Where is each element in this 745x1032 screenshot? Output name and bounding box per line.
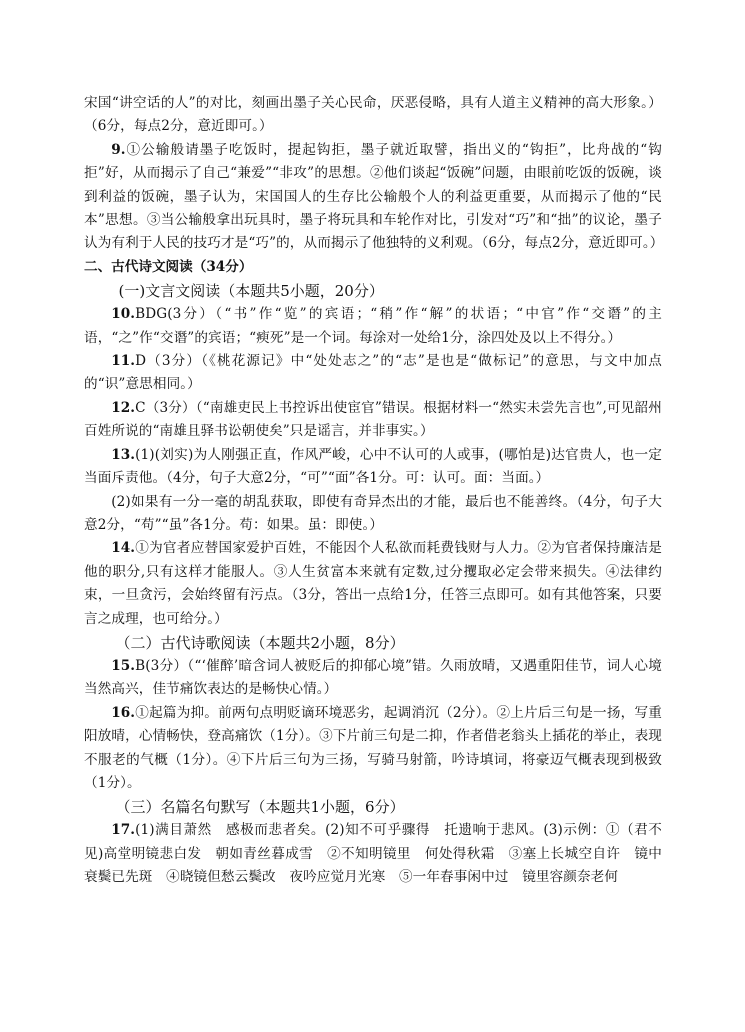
answer-text: BDG(3分）（“书”作“览”的宾语；“稍”作“解”的状语；“中官”作“交谮”的主语，“之”作“交谮”的宾语；“瘐死”是一个词。每涂对一处给1分，涂四处及以上不得分。） [84,306,662,346]
answer-text: B(3分）（“‘催醉’暗含词人被贬后的抑郁心境”错。久雨放晴，又遇重阳佳节，词人心境当然高兴，佳节痛饮表达的是畅快心情。） [84,657,662,698]
question-number: 16. [111,704,136,721]
question-number: 13. [111,446,136,463]
paragraph-intro-continuation [84,92,662,139]
subheading-classical-prose: (一)文言文阅读（本题共5小题，20分） [118,282,384,301]
answer-11 [84,350,662,397]
answer-9 [84,139,662,256]
answer-text: C（3分）（“南雄吏民上书控诉出使宦官”错误。根据材料一“然实未尝先言也”,可见韶州百姓所说的“南雄且驿书讼朝使矣”只是谣言，并非事实。） [84,399,662,440]
question-number: 14. [111,540,136,557]
answer-17 [84,819,662,889]
question-number: 9. [111,141,126,158]
question-number: 15. [111,657,136,674]
answer-15 [84,655,662,702]
paragraph-text: 宋国“讲空话的人”的对比，刻画出墨子关心民命，厌恶侵略，具有人道主义精神的高大形象。）（6分，每点2分，意近即可。） [84,95,662,135]
question-number: 10. [111,306,136,323]
answer-13-part-2 [84,491,662,538]
answer-14 [84,537,662,631]
answer-text: ①起篇为抑。前两句点明贬谪环境恶劣，起调消沉（2分）。②上片后三句是一扬，写重阳放晴，心情畅快，登高痛饮（1分）。③下片前三句是二抑，作者借老翁头上插花的举止，表现不服老的气概（1分）。④下片后三句为三扬，写骑马射箭，吟诗填词，将豪迈气概表现到极致（1分）。 [84,704,662,791]
answer-text: (1)(刘实)为人刚强正直，作风严峻，心中不认可的人或事，(哪怕是)达官贵人，也一定当面斥责他。（4分，句子大意2分，“可”“面”各1分。可：认可。面：当面。） [84,446,662,487]
answer-10 [84,303,662,350]
answer-text: ①公输般请墨子吃饭时，提起钩拒，墨子就近取譬，指出义的“钩拒”，比舟战的“钩拒”好，从而揭示了自己“兼爱”“非攻”的思想。②他们谈起“饭碗”问题，由眼前吃饭的饭碗，谈到利益的饭碗，墨子认为，宋国国人的生存比公输般个人的利益更重要，从而揭示了他的“民本”思想。③当公输般拿出玩具时，墨子将玩具和车轮作对比，引发对“巧”和“拙”的议论，墨子认为有利于人民的技巧才是“巧”的，从而揭示了他独特的义利观。（6分，每点2分，意近即可。） [84,141,664,252]
answer-16 [84,702,662,796]
question-number: 11. [111,353,136,370]
answer-12 [84,397,662,444]
answer-13-part-1 [84,444,662,491]
answer-text: D（3分）（《桃花源记》中“处处志之”的“志”是也是“做标记”的意思，与文中加点的“识”意思相同。） [84,353,662,393]
answer-text: (1)满目萧然 感极而悲者矣。(2)知不可乎骤得 托遗响于悲风。(3)示例：①（君不见)高堂明镜悲白发 朝如青丝暮成雪 ②不知明镜里 何处得秋霜 ③塞上长城空自许 镜中衰鬓已先斑 ④晓镜但愁云鬓改 夜吟应觉月光寒 ⑤一年春事闲中过 镜里容颜奈老何 [84,822,662,886]
answer-key-content [84,92,662,890]
answer-text: (2)如果有一分一毫的胡乱获取，即使有奇异杰出的才能，最后也不能善终。（4分，句子大意2分，“苟”“虽”各1分。苟：如果。虽：即使。） [84,493,662,533]
question-number: 12. [111,399,136,416]
subheading-famous-quotes: （三）名篇名句默写（本题共1小题，6分） [115,798,405,817]
question-number: 17. [111,822,136,839]
subheading-classical-poetry: （二）古代诗歌阅读（本题共2小题，8分） [115,633,405,652]
section-heading-classical-reading: 二、古代诗文阅读（34分） [84,258,253,275]
answer-text: ①为官者应替国家爱护百姓，不能因个人私欲而耗费钱财与人力。②为官者保持廉洁是他的职分,只有这样才能服人。③人生贫富本来就有定数,过分攫取必定会带来损失。④法律约束，一旦贪污，会始终留有污点。（3分，答出一点给1分，任答三点即可。如有其他答案，只要言之成理，也可给分。） [84,540,662,627]
